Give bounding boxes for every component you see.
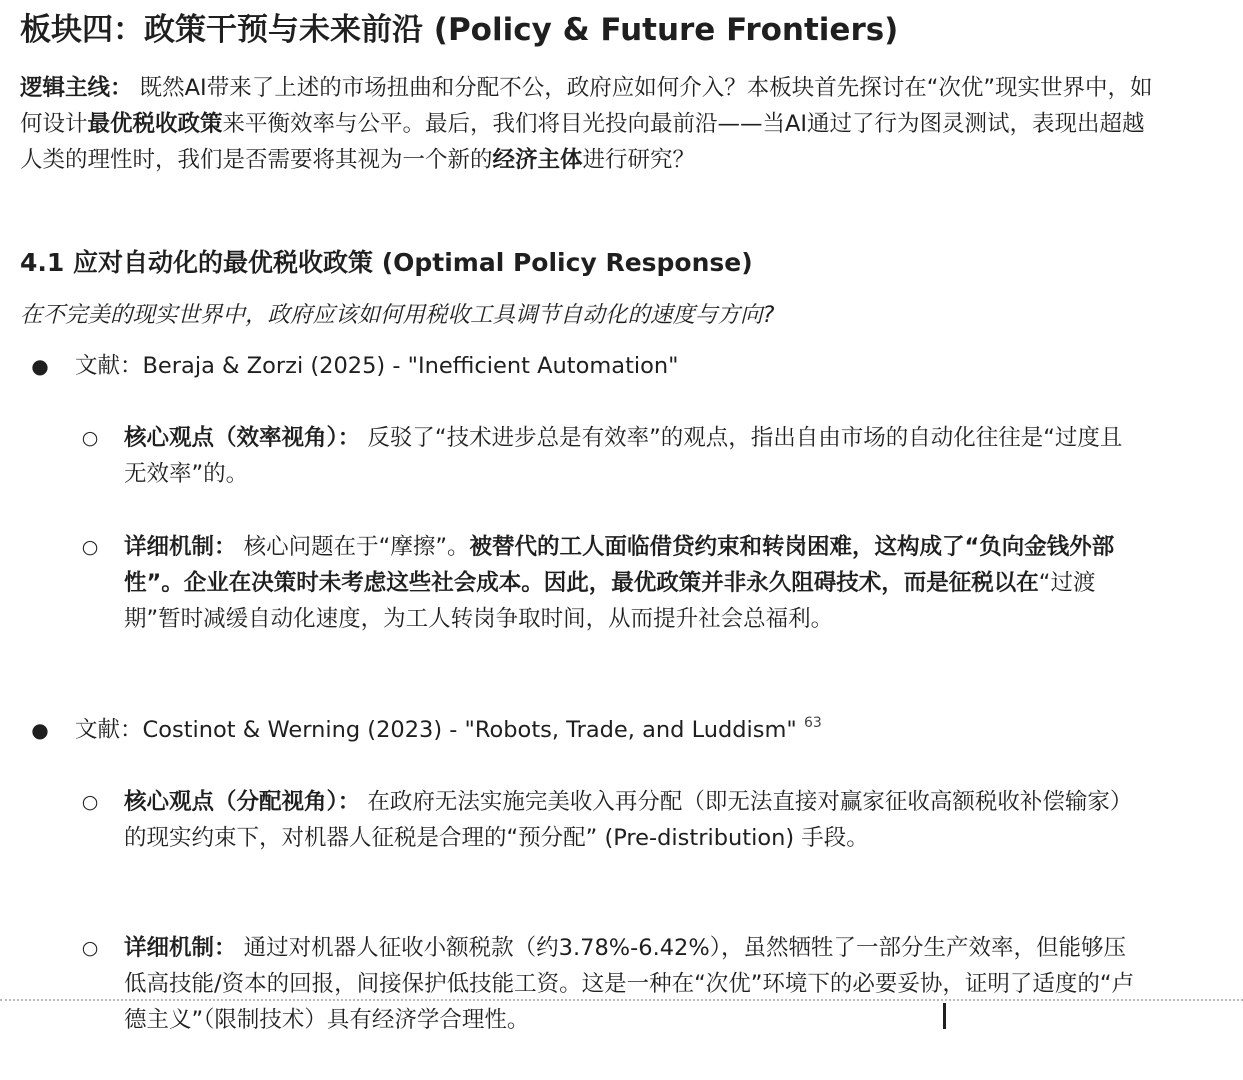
bullet-circle-icon: ○ bbox=[81, 427, 99, 449]
point-text bbox=[124, 420, 1138, 492]
reference-point bbox=[80, 420, 1140, 492]
point-part-bold: 被替代的工人面临借贷约束和转岗困难，这构成了“负向金钱外部性”。企业在决策时未考虑这些社会成本。因此，最优政策并非永久阻碍技术，而是征税以在 bbox=[124, 534, 1115, 596]
page-break-divider bbox=[0, 999, 1243, 1001]
reference-text: 文献：Costinot & Werning (2023) - "Robots, Trade, and Luddism" bbox=[75, 717, 797, 743]
point-part: 核心问题在于“摩擦”。 bbox=[236, 534, 470, 560]
reference-text-wrap bbox=[75, 712, 822, 748]
point-part: 在政府无法实施完美收入再分配（即无法直接对赢家征收高额税收补偿输家）的现实约束下，对机器人征税是合理的“预分配” (Pre-distribution) 手段。 bbox=[124, 789, 1133, 851]
point-part: 通过对机器人征收小额税款（约3.78%-6.42%），虽然牺牲了一部分生产效率，但能够压低高技能/资本的回报，间接保护低技能工资。这是一种在“次优”环境下的必要妥协，证明了适度的“卢德主义”（限制技术）具有经济学合理性。 bbox=[124, 935, 1135, 1033]
reference-point bbox=[80, 784, 1140, 856]
intro-bold-1: 最优税收政策 bbox=[87, 111, 223, 137]
reference-text: 文献：Beraja & Zorzi (2025) - "Inefficient Automation" bbox=[75, 353, 679, 379]
point-part: 反驳了“技术进步总是有效率”的观点，指出自由市场的自动化往往是“过度且无效率”的。 bbox=[124, 425, 1123, 487]
page-heading: 板块四：政策干预与未来前沿 (Policy & Future Frontiers) bbox=[20, 12, 899, 48]
text-cursor bbox=[943, 1003, 946, 1029]
section-heading: 4.1 应对自动化的最优税收政策 (Optimal Policy Response) bbox=[20, 248, 753, 277]
point-label: 详细机制： bbox=[124, 935, 237, 961]
intro-bold-2: 经济主体 bbox=[492, 147, 583, 173]
intro-text-3: 进行研究？ bbox=[582, 147, 696, 173]
footnote-marker[interactable]: 63 bbox=[803, 715, 822, 731]
point-text bbox=[124, 784, 1138, 856]
intro-text-2: 来平衡效率与公平。最后，我们将目光投向最前沿——当AI通过了行为图灵测试，表现出超越人类的理性时，我们是否需要将其视为一个新的 bbox=[20, 111, 1145, 173]
reference-point bbox=[80, 930, 1140, 1038]
bullet-circle-icon: ○ bbox=[81, 937, 99, 959]
point-text bbox=[124, 529, 1138, 637]
point-label: 详细机制： bbox=[124, 534, 237, 560]
point-part: “过渡期”暂时减缓自动化速度，为工人转岗争取时间，从而提升社会总福利。 bbox=[124, 570, 1096, 632]
bullet-dot-icon: ● bbox=[31, 354, 49, 378]
section-subtitle: 在不完美的现实世界中，政府应该如何用税收工具调节自动化的速度与方向? bbox=[20, 302, 775, 328]
intro-paragraph bbox=[20, 70, 1155, 178]
intro-text-1: 既然AI带来了上述的市场扭曲和分配不公，政府应如何介入？本板块首先探讨在“次优”现实世界中，如何设计 bbox=[20, 75, 1153, 137]
bullet-circle-icon: ○ bbox=[81, 791, 99, 813]
point-label: 核心观点（效率视角）： bbox=[124, 425, 361, 451]
bullet-dot-icon: ● bbox=[31, 718, 49, 742]
intro-label: 逻辑主线： bbox=[20, 75, 133, 101]
bullet-circle-icon: ○ bbox=[81, 536, 99, 558]
reference-point bbox=[80, 529, 1140, 637]
point-label: 核心观点（分配视角）： bbox=[124, 789, 361, 815]
point-text bbox=[124, 930, 1138, 1038]
